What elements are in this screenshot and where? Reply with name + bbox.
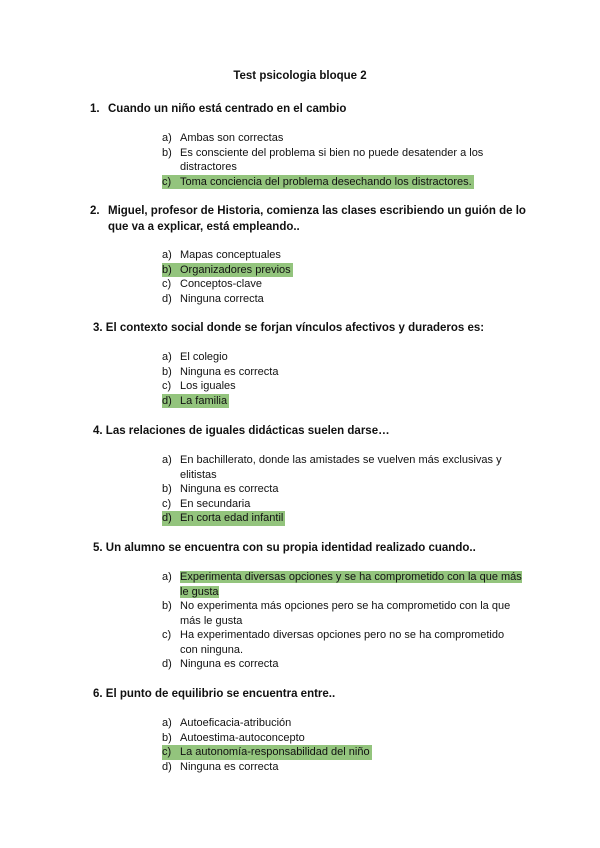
question-text: El punto de equilibrio se encuentra entre..: [105, 688, 336, 700]
option-text: El colegio: [180, 351, 228, 363]
option-text: Ninguna es correcta: [180, 483, 279, 495]
options-list-2: [162, 248, 522, 306]
option-text: Toma conciencia del problema desechando los distractores.: [180, 175, 472, 188]
question-number: 3.: [93, 322, 103, 334]
option-letter: a): [162, 132, 172, 144]
option-2c: [162, 277, 522, 292]
option-4c: [162, 497, 522, 512]
option-6b: [162, 731, 522, 746]
option-letter: a): [162, 571, 172, 583]
option-letter: c): [162, 629, 172, 641]
option-6d: [162, 760, 522, 775]
question-4: [93, 423, 533, 439]
question-number: 1.: [90, 103, 100, 115]
question-2: [90, 203, 530, 235]
option-text: Autoeficacia-atribución: [180, 717, 292, 729]
option-text: Ninguna correcta: [180, 292, 264, 305]
question-text: Cuando un niño está centrado en el cambio: [108, 103, 347, 115]
option-5d: [162, 657, 522, 672]
option-2b: [162, 263, 522, 278]
question-6: [93, 686, 533, 702]
option-text: En bachillerato, donde las amistades se vuelven más exclusivas y elitistas: [180, 454, 502, 481]
option-letter: a): [162, 249, 172, 261]
option-text: Ha experimentado diversas opciones pero no se ha comprometido con ninguna.: [180, 629, 505, 656]
option-letter: d): [162, 394, 172, 407]
option-6c: [162, 745, 522, 760]
option-text: En corta edad infantil: [180, 512, 284, 524]
option-4d: [162, 511, 522, 526]
option-letter: d): [162, 760, 172, 773]
option-2d: [162, 292, 522, 307]
option-letter: b): [162, 483, 172, 495]
option-3a: [162, 350, 522, 365]
option-2a: [162, 248, 522, 263]
option-letter: a): [162, 351, 172, 363]
question-5: [93, 540, 533, 556]
option-letter: b): [162, 263, 172, 276]
option-letter: d): [162, 512, 172, 524]
option-letter: b): [162, 365, 172, 378]
option-letter: c): [162, 497, 172, 510]
option-text: Experimenta diversas opciones y se ha comprometido con la que más le gusta: [180, 571, 522, 598]
document-title: Test psicologia bloque 2: [233, 70, 367, 82]
option-text: Conceptos-clave: [180, 278, 262, 290]
question-number: 5.: [93, 542, 103, 554]
option-4a: [162, 453, 525, 482]
question-number: 4.: [93, 425, 103, 437]
question-number: 2.: [90, 205, 100, 217]
option-text: Ambas son correctas: [180, 132, 284, 144]
options-list-6: [162, 716, 522, 774]
option-4b: [162, 482, 522, 497]
options-list-1: [162, 131, 522, 189]
option-letter: b): [162, 731, 172, 744]
option-5c: [162, 628, 520, 657]
option-letter: c): [162, 380, 172, 392]
question-3: [93, 320, 533, 336]
option-text: Ninguna es correcta: [180, 760, 279, 773]
option-5a: [162, 570, 525, 599]
question-text: Las relaciones de iguales didácticas suelen darse…: [105, 425, 390, 437]
option-letter: c): [162, 746, 172, 758]
option-5b: [162, 599, 525, 628]
question-1: [90, 101, 530, 117]
option-text: Los iguales: [180, 380, 236, 392]
question-number: 6.: [93, 688, 103, 700]
option-letter: c): [162, 175, 172, 188]
option-text: Organizadores previos: [180, 263, 291, 276]
question-text: El contexto social donde se forjan vínculos afectivos y duraderos es:: [105, 322, 485, 334]
option-text: No experimenta más opciones pero se ha comprometido con la que más le gusta: [180, 600, 511, 627]
option-letter: a): [162, 454, 172, 466]
options-list-5: [162, 570, 522, 672]
option-1c: [162, 175, 522, 190]
option-text: Es consciente del problema si bien no puede desatender a los distractores: [180, 146, 484, 173]
option-letter: c): [162, 278, 172, 290]
option-letter: a): [162, 717, 172, 729]
option-text: Ninguna es correcta: [180, 658, 279, 670]
option-text: En secundaria: [180, 497, 251, 510]
option-3b: [162, 365, 522, 380]
option-letter: d): [162, 292, 172, 305]
options-list-4: [162, 453, 522, 526]
option-6a: [162, 716, 522, 731]
option-letter: d): [162, 658, 172, 670]
option-letter: b): [162, 146, 172, 159]
option-text: La autonomía-responsabilidad del niño: [180, 746, 370, 758]
option-text: Mapas conceptuales: [180, 249, 281, 261]
question-text: Miguel, profesor de Historia, comienza las clases escribiendo un guión de lo que va a explicar, está empleando..: [108, 205, 526, 233]
question-text: Un alumno se encuentra con su propia identidad realizado cuando..: [105, 542, 476, 554]
option-3d: [162, 394, 522, 409]
option-text: Ninguna es correcta: [180, 365, 279, 378]
option-text: Autoestima-autoconcepto: [180, 731, 305, 744]
option-1b: [162, 146, 500, 175]
option-1a: [162, 131, 522, 146]
option-text: La familia: [180, 394, 228, 407]
option-letter: b): [162, 600, 172, 612]
option-3c: [162, 379, 522, 394]
options-list-3: [162, 350, 522, 408]
